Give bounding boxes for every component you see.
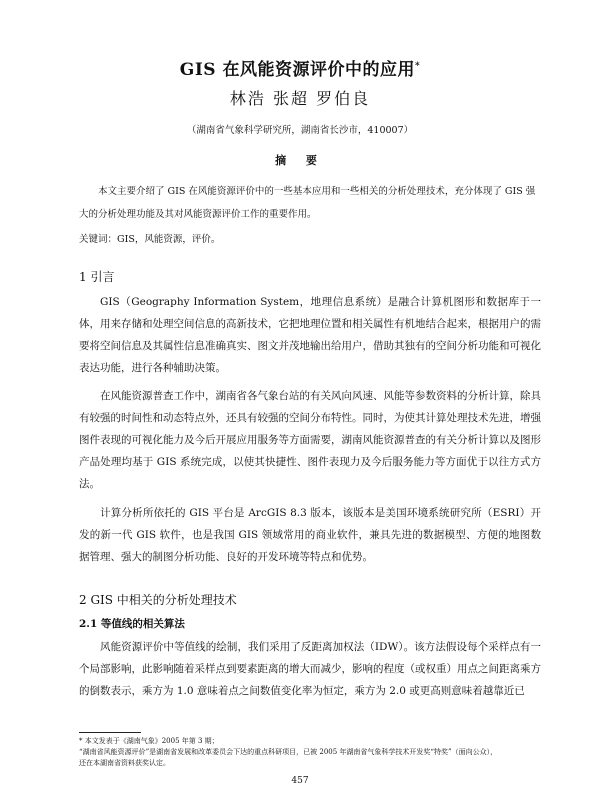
section-2-1-heading: 2.1 等值线的相关算法	[79, 618, 185, 630]
author-affiliation: （湖南省气象科学研究所，湖南省长沙市，410007）	[186, 125, 414, 136]
section-1-paragraph-2: 在风能资源普查工作中，湖南省各气象台站的有关风向风速、风能等参数资料的分析计算，除具有较强的时间性和动态特点外，还具有较强的空间分布特性。同时，为使其计算处理技术先进，增强图件表现的可视化能力及今后开展应用服务等方面需要，湖南风能资源普查的有关分析计算以及图形产品处理均基于 GIS 系统完成，以使其快捷性、图件表现力及今后服务能力等方面优于以往方式方法。	[79, 390, 541, 490]
paper-title	[0, 55, 600, 80]
keywords: 关键词：GIS，风能资源，评价。	[79, 234, 221, 245]
page-number: 457	[291, 776, 309, 786]
abstract-heading: 摘 要	[275, 154, 325, 167]
section-2-1-paragraph: 风能资源评价中等值线的绘制，我们采用了反距离加权法（IDW）。该方法假设每个采样点有一个局部影响，此影响随着采样点到要素距离的增大而减少，影响的程度（或权重）用点之间距离乘方的倒数表示，乘方为 1.0 意味着点之间数值变化率为恒定，乘方为 2.0 或更高则意味着越靠近已	[79, 641, 541, 697]
title-footnote-mark: *	[414, 61, 421, 72]
footnote-1: * 本文发表于《湖南气象》2005 年第 3 期；	[79, 737, 219, 745]
section-2-heading: 2 GIS 中相关的分析处理技术	[79, 593, 237, 607]
footnote-rule	[79, 732, 141, 733]
section-1-heading: 1 引言	[79, 270, 115, 284]
footnote-2: “湖南省风能资源评价”是湖南省发展和改革委员会下达的重点科研项目，已被 2005 年湖南省气象科学技术开发奖“特奖”（面向公众），	[79, 748, 498, 756]
footnote-3: 还在本湖南省资料获奖认定。	[79, 759, 170, 767]
paper-authors: 林浩 张超 罗伯良	[229, 89, 371, 108]
section-1-paragraph-1: GIS（Geography Information System，地理信息系统）是融合计算机图形和数据库于一体，用来存储和处理空间信息的高新技术，它把地理位置和相关属性有机地结合起来，根据用户的需要将空间信息及其属性信息准确真实、图文并茂地输出给用户，借助其独有的空间分析功能和可视化表达功能，进行各种辅助决策。	[79, 296, 541, 374]
section-1-paragraph-3: 计算分析所依托的 GIS 平台是 ArcGIS 8.3 版本，该版本是美国环境系统研究所（ESRI）开发的新一代 GIS 软件，也是我国 GIS 领域常用的商业软件，兼具先进的数据模型、方便的地图数据管理、强大的制图分析功能、良好的开发环境等特点和优势。	[79, 507, 541, 563]
abstract-text: 本文主要介绍了 GIS 在风能资源评价中的一些基本应用和一些相关的分析处理技术，充分体现了 GIS 强大的分析处理功能及其对风能资源评价工作的重要作用。	[79, 186, 536, 220]
paper-title-text: GIS 在风能资源评价中的应用	[179, 60, 415, 80]
